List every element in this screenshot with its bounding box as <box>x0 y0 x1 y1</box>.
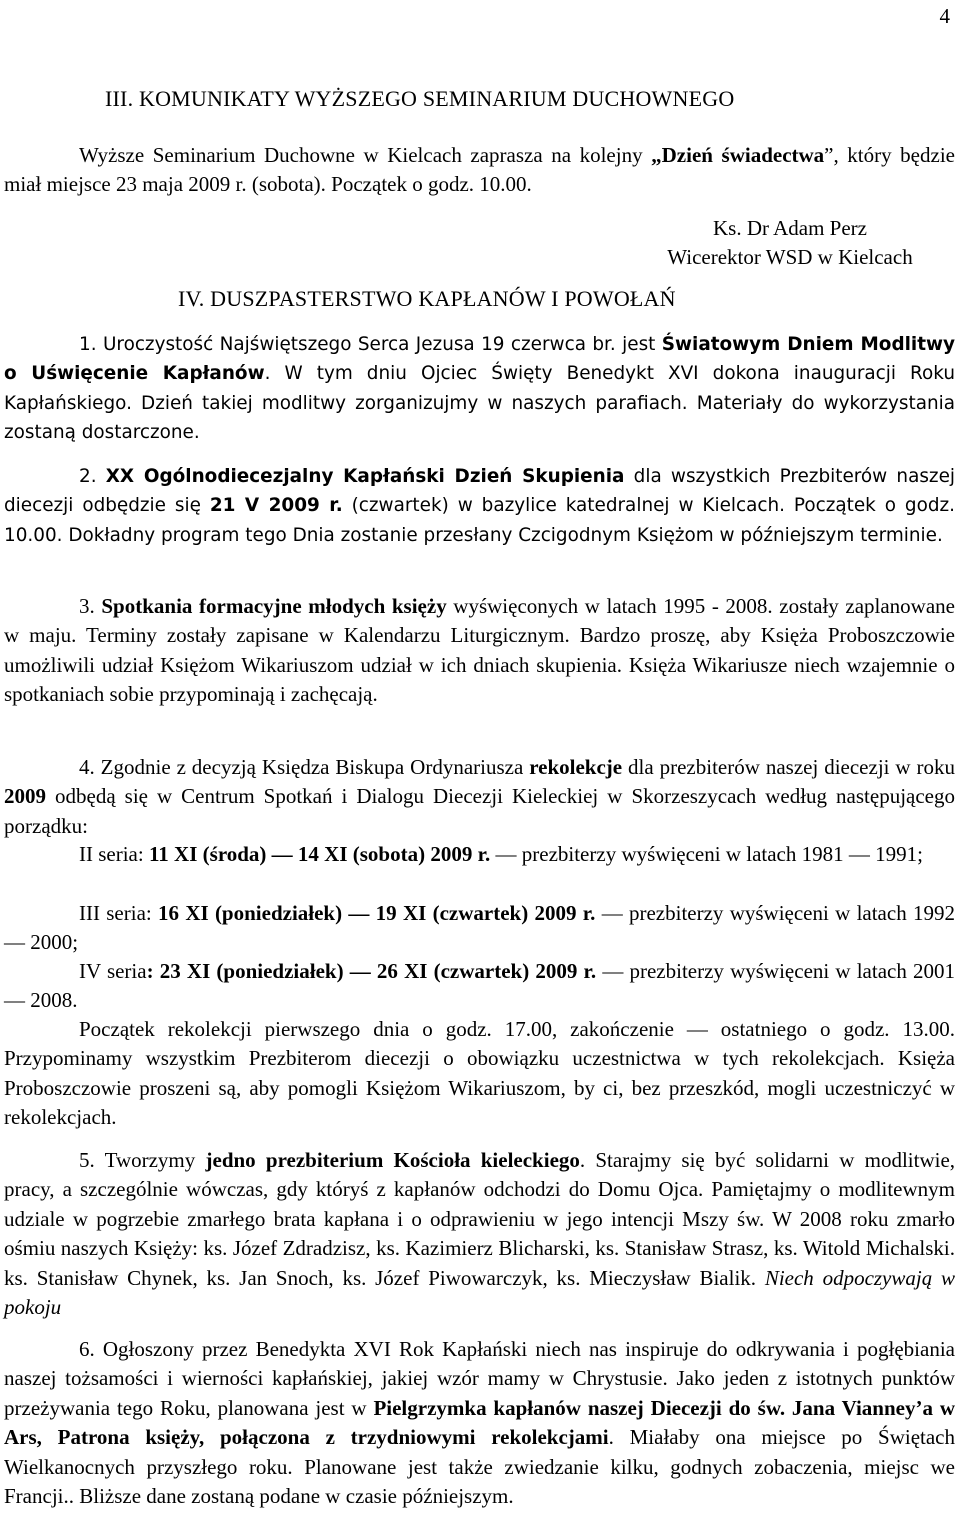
text: dla prezbiterów naszej diecezji w roku <box>622 755 955 779</box>
text: (czwartek) w bazylice katedralnej w Kielcach. Początek o godz. 10.00. Dokładny program tego Dnia zostanie przesłany Czcigodnym Księżom w późniejszym terminie. <box>4 495 955 546</box>
signature-name: Ks. Dr Adam Perz <box>713 216 867 240</box>
italic-text: Niech odpoczywają w pokoju <box>4 1265 955 1320</box>
text: III seria: <box>79 901 159 925</box>
bold-text: „Dzień świadectwa <box>651 143 825 167</box>
text: . W tym dniu Ojciec Święty Benedykt XVI dokona inauguracji Roku Kapłańskiego. Dzień takiej modlitwy zorganizujmy w naszych parafiach. Materiały do wykorzystania zostaną dostarczone. <box>4 363 956 444</box>
text: — prezbiterzy wyświęceni w latach 1981 — 1991; <box>490 842 923 866</box>
item-4 <box>4 753 955 841</box>
text: — prezbiterzy wyświęceni w latach 1992 — 2000; <box>4 901 955 955</box>
retreat-series-4 <box>4 957 955 1016</box>
text: Wyższe Seminarium Duchowne w Kielcach zaprasza na kolejny <box>79 143 652 167</box>
text: Początek rekolekcji pierwszego dnia o godz. 17.00, zakończenie — ostatniego o godz. 13.00. Przypominamy wszystkim Prezbiterom diecezji o obowiązku uczestnictwa w tych rekolekcjach. Księża Proboszczowie proszeni są, aby pomogli Księżom Wikariuszom, by ci, bez przeszkód, mogli uczestniczyć w rekolekcjach. <box>4 1017 955 1130</box>
item-4-conclusion <box>4 1015 955 1133</box>
text: 1. Uroczystość Najświętszego Serca Jezusa 19 czerwca br. jest <box>79 334 662 355</box>
bold-text: 11 XI (środa) — 14 XI (sobota) 2009 r. <box>148 842 491 866</box>
text: II seria: <box>79 842 149 866</box>
text: 2. <box>79 466 106 487</box>
item-5 <box>4 1146 955 1322</box>
retreat-series-2 <box>4 840 955 869</box>
item-2 <box>4 462 955 550</box>
bold-text: rekolekcje <box>529 755 623 779</box>
section-heading-seminarium: III. KOMUNIKATY WYŻSZEGO SEMINARIUM DUCHOWNEGO <box>105 86 735 111</box>
bold-text: XX Ogólnodiecezjalny Kapłański Dzień Skupienia <box>105 466 625 487</box>
bold-text: Pielgrzymka kapłanów naszej Diecezji do św. Jana Vianney’a w Ars, Patrona księży, połączona z trzydniowymi rekolekcjami <box>4 1395 956 1450</box>
bold-text: 16 XI (poniedziałek) — 19 XI (czwartek) 2009 r. <box>158 901 596 925</box>
item-6 <box>4 1335 955 1511</box>
bold-text: : 23 XI (poniedziałek) — 26 XI (czwartek) 2009 r. <box>146 959 597 983</box>
text: 3. <box>79 594 102 618</box>
text: ”, który będzie miał miejsce 23 maja 2009 r. (sobota). Początek o godz. 10.00. <box>4 143 955 197</box>
retreat-series-3 <box>4 899 955 958</box>
bold-text: Światowym Dniem Modlitwy o Uświęcenie Kapłanów <box>4 334 955 385</box>
text: 6. Ogłoszony przez Benedykta XVI Rok Kapłański niech nas inspiruje do odkrywania i pogłębiania naszej tożsamości i wierności kapłańskiej, jakiej wzór mamy w Chrystusie. Jako jeden z istotnych punktów przeżywania tego Roku, planowana jest w <box>4 1337 955 1420</box>
text: . Miałaby ona miejsce po Świętach Wielkanocnych przyszłego roku. Planowane jest także zwiedzanie kilku, godnych zobaczenia, miejsc we Francji.. Bliższe dane zostaną podane w czasie późniejszym. <box>4 1425 956 1509</box>
text: dla wszystkich Prezbiterów naszej diecezji odbędzie się <box>4 466 955 517</box>
text: — prezbiterzy wyświęceni w latach 2001 — 2008. <box>4 959 956 1013</box>
text: wyświęconych w latach 1995 - 2008. zostały zaplanowane w maju. Terminy zostały zapisane w Kalendarzu Liturgicznym. Bardzo proszę, aby Księża Proboszczowie umożliwili udział Księżom Wikariuszom udział w ich dniach skupienia. Księża Wikariusze niech wzajemnie o spotkaniach sobie przypominają i zachęcają. <box>4 594 955 707</box>
signature-role: Wicerektor WSD w Kielcach <box>667 245 913 269</box>
text: IV seria <box>79 959 147 983</box>
bold-text: 2009 <box>4 784 46 809</box>
item-1 <box>4 330 955 448</box>
section-heading-duszpasterstwo: IV. DUSZPASTERSTWO KAPŁANÓW I POWOŁAŃ <box>178 286 676 311</box>
text: odbędą się w Centrum Spotkań i Dialogu Diecezji Kieleckiej w Skorzeszycach według następującego porządku: <box>4 784 955 838</box>
bold-text: jedno prezbiterium Kościoła kieleckiego <box>205 1148 580 1172</box>
text: . Starajmy się być solidarni w modlitwie, pracy, a szczególnie wówczas, gdy któryś z kapłanów odchodzi do Domu Ojca. Pamiętajmy o modlitewnym udziale w pogrzebie zmarłego brata kapłana i o odprawieniu w jego intencji Mszy św. W 2008 roku zmarło ośmiu naszych Księży: ks. Józef Zdradzisz, ks. Kazimierz Blicharski, ks. Stanisław Strasz, ks. Witold Michalski. ks. Stanisław Chynek, ks. Jan Snoch, ks. Józef Piwowarczyk, ks. Mieczysław Bialik. <box>4 1148 956 1290</box>
text: 5. Tworzymy <box>79 1148 206 1172</box>
bold-text: Spotkania formacyjne młodych księży <box>101 594 447 618</box>
text: 4. Zgodnie z decyzją Księdza Biskupa Ordynariusza <box>79 755 530 779</box>
item-3 <box>4 592 955 710</box>
page-number: 4 <box>939 4 950 28</box>
bold-text: 21 V 2009 r. <box>209 495 343 517</box>
paragraph-dzien-swiadectwa <box>4 141 955 200</box>
